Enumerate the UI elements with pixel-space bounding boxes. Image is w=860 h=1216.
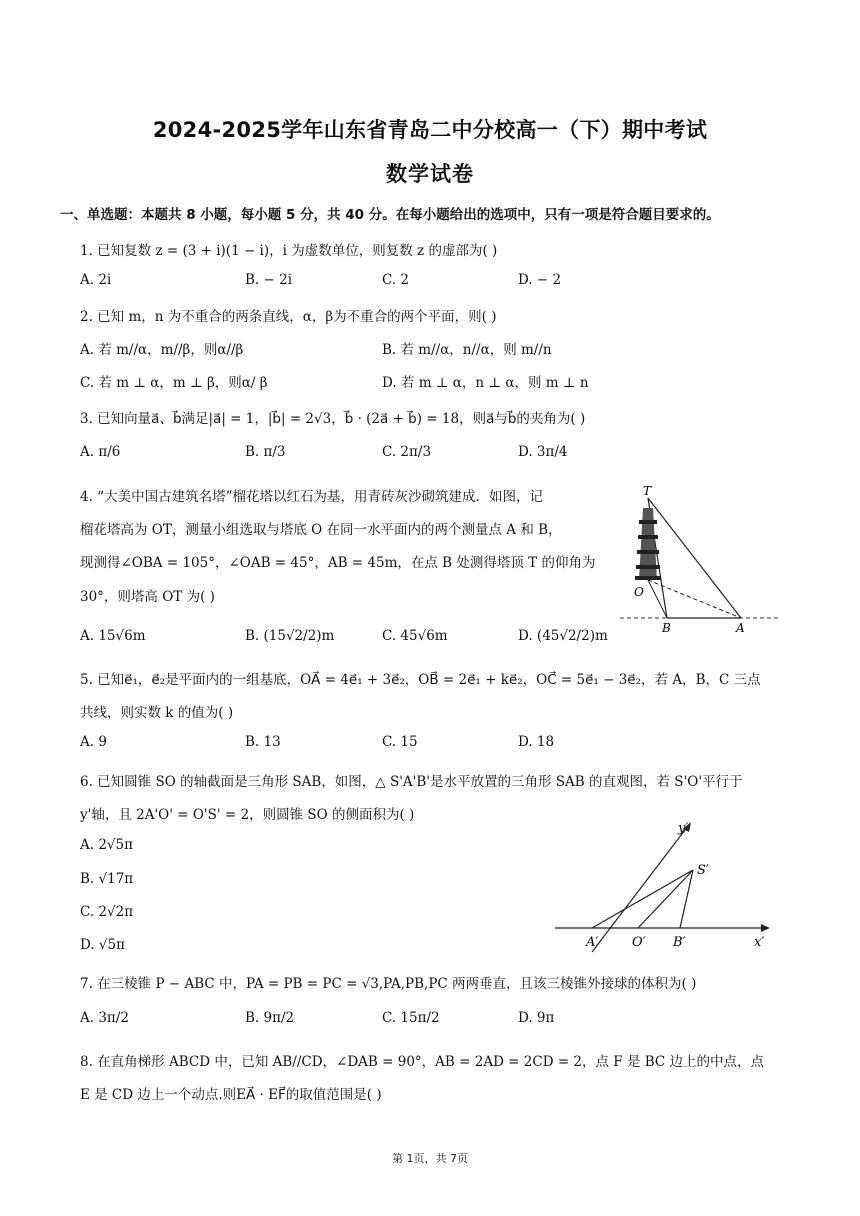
q2-option-c: C. 若 m ⊥ α，m ⊥ β，则α/ β: [80, 375, 268, 391]
page-footer: 第 1页，共 7页: [392, 1152, 468, 1165]
q4-option-c: C. 45√6m: [382, 628, 448, 644]
q5-option-d: D. 18: [518, 734, 555, 750]
q2-stem: 2. 已知 m，n 为不重合的两条直线，α，β为不重合的两个平面，则( ): [80, 309, 497, 325]
line-TA: [648, 498, 741, 618]
oblique-figure: [550, 812, 785, 962]
x-axis-arrow: [761, 924, 770, 932]
label-T: T: [643, 484, 652, 498]
q1-stem: 1. 已知复数 z = (3 + i)(1 − i)，i 为虚数单位，则复数 z 的虚部为( ): [80, 243, 498, 259]
q4-option-a: A. 15√6m: [80, 628, 146, 644]
q6-option-b: B. √17π: [80, 871, 134, 887]
q5-stem-line1: 5. 已知e⃗₁，e⃗₂是平面内的一组基底，OA⃗ = 4e⃗₁ + 3e⃗₂，OB⃗ = 2e⃗₁ + ke⃗₂，OC⃗ = 5e⃗₁ − 3e⃗₂，若 A，B，C 三点: [80, 672, 761, 688]
q6-option-a: A. 2√5π: [80, 837, 133, 853]
q2-option-b: B. 若 m//α，n//α，则 m//n: [382, 342, 552, 358]
q7-option-b: B. 9π/2: [245, 1010, 295, 1026]
q3-option-c: C. 2π/3: [382, 444, 432, 460]
tower-figure: [615, 480, 785, 640]
q6-option-c: C. 2√2π: [80, 904, 134, 920]
q4-stem-line2: 榴花塔高为 OT，测量小组选取与塔底 O 在同一水平面内的两个测量点 A 和 B，: [80, 522, 562, 538]
q3-option-a: A. π/6: [80, 444, 121, 460]
line-OA: [648, 580, 741, 618]
q7-option-a: A. 3π/2: [80, 1010, 129, 1026]
label-A: A: [736, 621, 745, 635]
q7-option-d: D. 9π: [518, 1010, 555, 1026]
label-O: O: [634, 585, 644, 599]
q1-option-a: A. 2i: [80, 272, 112, 288]
q3-option-b: B. π/3: [245, 444, 286, 460]
section-heading: 一、单选题：本题共 8 小题，每小题 5 分，共 40 分。在每小题给出的选项中，只有一项是符合题目要求的。: [60, 207, 720, 223]
q2-option-a: A. 若 m//α，m//β，则α//β: [80, 342, 244, 358]
label-B: B: [662, 621, 671, 635]
label-S: S′: [697, 863, 709, 878]
line-SB: [680, 870, 693, 928]
q1-option-c: C. 2: [382, 272, 410, 288]
q7-stem: 7. 在三棱锥 P − ABC 中，PA = PB = PC = √3,PA,PB,PC 两两垂直，且该三棱锥外接球的体积为( ): [80, 976, 697, 992]
q2-option-d: D. 若 m ⊥ α，n ⊥ α，则 m ⊥ n: [382, 375, 589, 391]
tower-icon: [635, 508, 661, 580]
q6-stem-line2: y'轴，且 2A'O' = O'S' = 2，则圆锥 SO 的侧面积为( ): [80, 807, 415, 823]
label-x: x′: [754, 935, 765, 950]
q7-option-c: C. 15π/2: [382, 1010, 440, 1026]
q8-stem-line2: E 是 CD 边上一个动点.则EA⃗ · EF⃗的取值范围是( ): [80, 1087, 382, 1103]
q5-option-b: B. 13: [245, 734, 281, 750]
line-SA: [592, 870, 693, 928]
q4-stem-line4: 30°，则塔高 OT 为( ): [80, 589, 215, 605]
q4-stem-line1: 4. “大美中国古建筑名塔”榴花塔以红石为基，用青砖灰沙砌筑建成．如图，记: [80, 489, 543, 505]
q3-option-d: D. 3π/4: [518, 444, 568, 460]
label-y: y′: [678, 821, 689, 836]
q5-option-c: C. 15: [382, 734, 418, 750]
q8-stem-line1: 8. 在直角梯形 ABCD 中，已知 AB//CD，∠DAB = 90°，AB = 2AD = 2CD = 2，点 F 是 BC 边上的中点，点: [80, 1054, 765, 1070]
q6-option-d: D. √5π: [80, 937, 125, 953]
q4-option-b: B. (15√2/2)m: [245, 628, 335, 644]
y-axis: [592, 826, 688, 952]
label-B-prime: B′: [673, 935, 686, 950]
q1-option-d: D. − 2: [518, 272, 562, 288]
line-SO: [638, 870, 693, 928]
page-title: 2024-2025学年山东省青岛二中分校高一（下）期中考试: [152, 118, 708, 142]
label-O-prime: O′: [632, 935, 646, 950]
q6-stem-line1: 6. 已知圆锥 SO 的轴截面是三角形 SAB，如图，△ S'A'B'是水平放置的三角形 SAB 的直观图，若 S'O'平行于: [80, 774, 743, 790]
q4-option-d: D. (45√2/2)m: [518, 628, 608, 644]
q1-option-b: B. − 2i: [245, 272, 293, 288]
q4-stem-line3: 现测得∠OBA = 105°，∠OAB = 45°，AB = 45m，在点 B 处测得塔顶 T 的仰角为: [80, 555, 596, 571]
label-A-prime: A′: [586, 935, 599, 950]
q3-stem: 3. 已知向量a⃗、b⃗满足|a⃗| = 1，|b⃗| = 2√3，b⃗ · (2a⃗ + b⃗) = 18，则a⃗与b⃗的夹角为( ): [80, 411, 586, 427]
page-subtitle: 数学试卷: [386, 162, 474, 186]
q5-stem-line2: 共线，则实数 k 的值为( ): [80, 705, 234, 721]
q5-option-a: A. 9: [80, 734, 107, 750]
